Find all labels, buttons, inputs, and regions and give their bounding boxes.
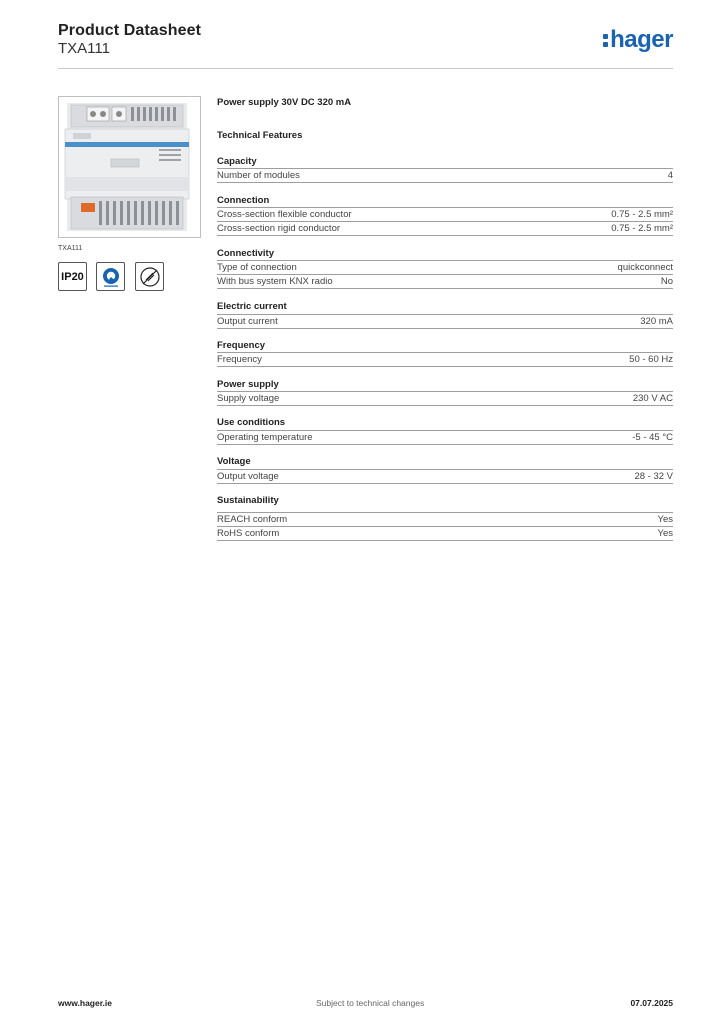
- spec-label: Number of modules: [217, 170, 300, 181]
- ip-rating-badge: [58, 262, 87, 291]
- spec-value: 50 - 60 Hz: [629, 354, 673, 365]
- spec-row: [217, 431, 673, 445]
- spec-row: [217, 315, 673, 329]
- page-header: [58, 20, 673, 70]
- footer-date: 07.07.2025: [630, 998, 673, 1008]
- no-halogen-icon: [135, 262, 164, 291]
- section-title-power-supply: Power supply: [217, 379, 279, 390]
- table-divider: [217, 328, 673, 329]
- spec-label: Supply voltage: [217, 393, 280, 404]
- spec-value: quickconnect: [617, 262, 673, 273]
- spec-label: Cross-section rigid conductor: [217, 223, 341, 234]
- section-title-frequency: Frequency: [217, 340, 266, 351]
- table-divider: [217, 288, 673, 289]
- spec-row: [217, 527, 673, 541]
- section-title-sustainability: Sustainability: [217, 495, 279, 506]
- quickconnect-icon: [96, 262, 125, 291]
- hager-logo: [603, 26, 673, 54]
- table-divider: [217, 483, 673, 484]
- spec-row: [217, 392, 673, 406]
- table-divider: [217, 444, 673, 445]
- spec-label: Output current: [217, 316, 278, 327]
- spec-row: [217, 208, 673, 222]
- footer-website-link[interactable]: www.hager.ie: [58, 998, 113, 1008]
- table-divider: [217, 405, 673, 406]
- section-title-capacity: Capacity: [217, 156, 257, 167]
- table-divider: [217, 366, 673, 367]
- spec-value: Yes: [657, 514, 673, 525]
- spec-label: Type of connection: [217, 262, 297, 273]
- spec-row: [217, 275, 673, 289]
- spec-value: 320 mA: [640, 316, 673, 327]
- spec-value: 230 V AC: [632, 393, 673, 404]
- section-title-connection: Connection: [217, 195, 270, 206]
- header-divider: [58, 68, 673, 69]
- spec-label: RoHS conform: [217, 528, 280, 539]
- product-image-caption: TXA111: [58, 245, 83, 252]
- spec-value: No: [660, 276, 673, 287]
- section-title-voltage: Voltage: [217, 456, 251, 467]
- spec-label: Frequency: [217, 354, 262, 365]
- spec-value: 4: [667, 170, 673, 181]
- table-divider: [217, 235, 673, 236]
- spec-row: [217, 169, 673, 183]
- spec-row: [217, 470, 673, 484]
- spec-row: [217, 513, 673, 527]
- table-divider: [217, 182, 673, 183]
- product-image: [58, 96, 201, 238]
- section-title-connectivity: Connectivity: [217, 248, 275, 259]
- spec-label: Output voltage: [217, 471, 279, 482]
- logo-text: hager: [610, 26, 673, 53]
- spec-label: REACH conform: [217, 514, 288, 525]
- product-name: Power supply 30V DC 320 mA: [217, 97, 352, 108]
- spec-label: With bus system KNX radio: [217, 276, 333, 287]
- spec-label: Operating temperature: [217, 432, 313, 443]
- logo-dots-icon: [603, 32, 608, 47]
- footer-notice: Subject to technical changes: [316, 998, 425, 1008]
- spec-label: Cross-section flexible conductor: [217, 209, 352, 220]
- spec-value: -5 - 45 °C: [632, 432, 673, 443]
- section-title-use-conditions: Use conditions: [217, 417, 286, 428]
- spec-row: [217, 222, 673, 236]
- spec-value: 0.75 - 2.5 mm²: [611, 223, 673, 234]
- spec-value: 0.75 - 2.5 mm²: [611, 209, 673, 220]
- product-code: TXA111: [58, 40, 110, 57]
- table-divider: [217, 540, 673, 541]
- spec-row: [217, 261, 673, 275]
- section-title-electric-current: Electric current: [217, 301, 287, 312]
- page-footer: [58, 998, 673, 1012]
- spec-value: 28 - 32 V: [634, 471, 673, 482]
- spec-row: [217, 353, 673, 367]
- technical-features-heading: Technical Features: [217, 130, 303, 141]
- din-rail-device-icon: [59, 97, 200, 237]
- page-title: Product Datasheet: [58, 22, 202, 39]
- spec-value: Yes: [657, 528, 673, 539]
- ip-rating-label: IP20: [61, 270, 84, 283]
